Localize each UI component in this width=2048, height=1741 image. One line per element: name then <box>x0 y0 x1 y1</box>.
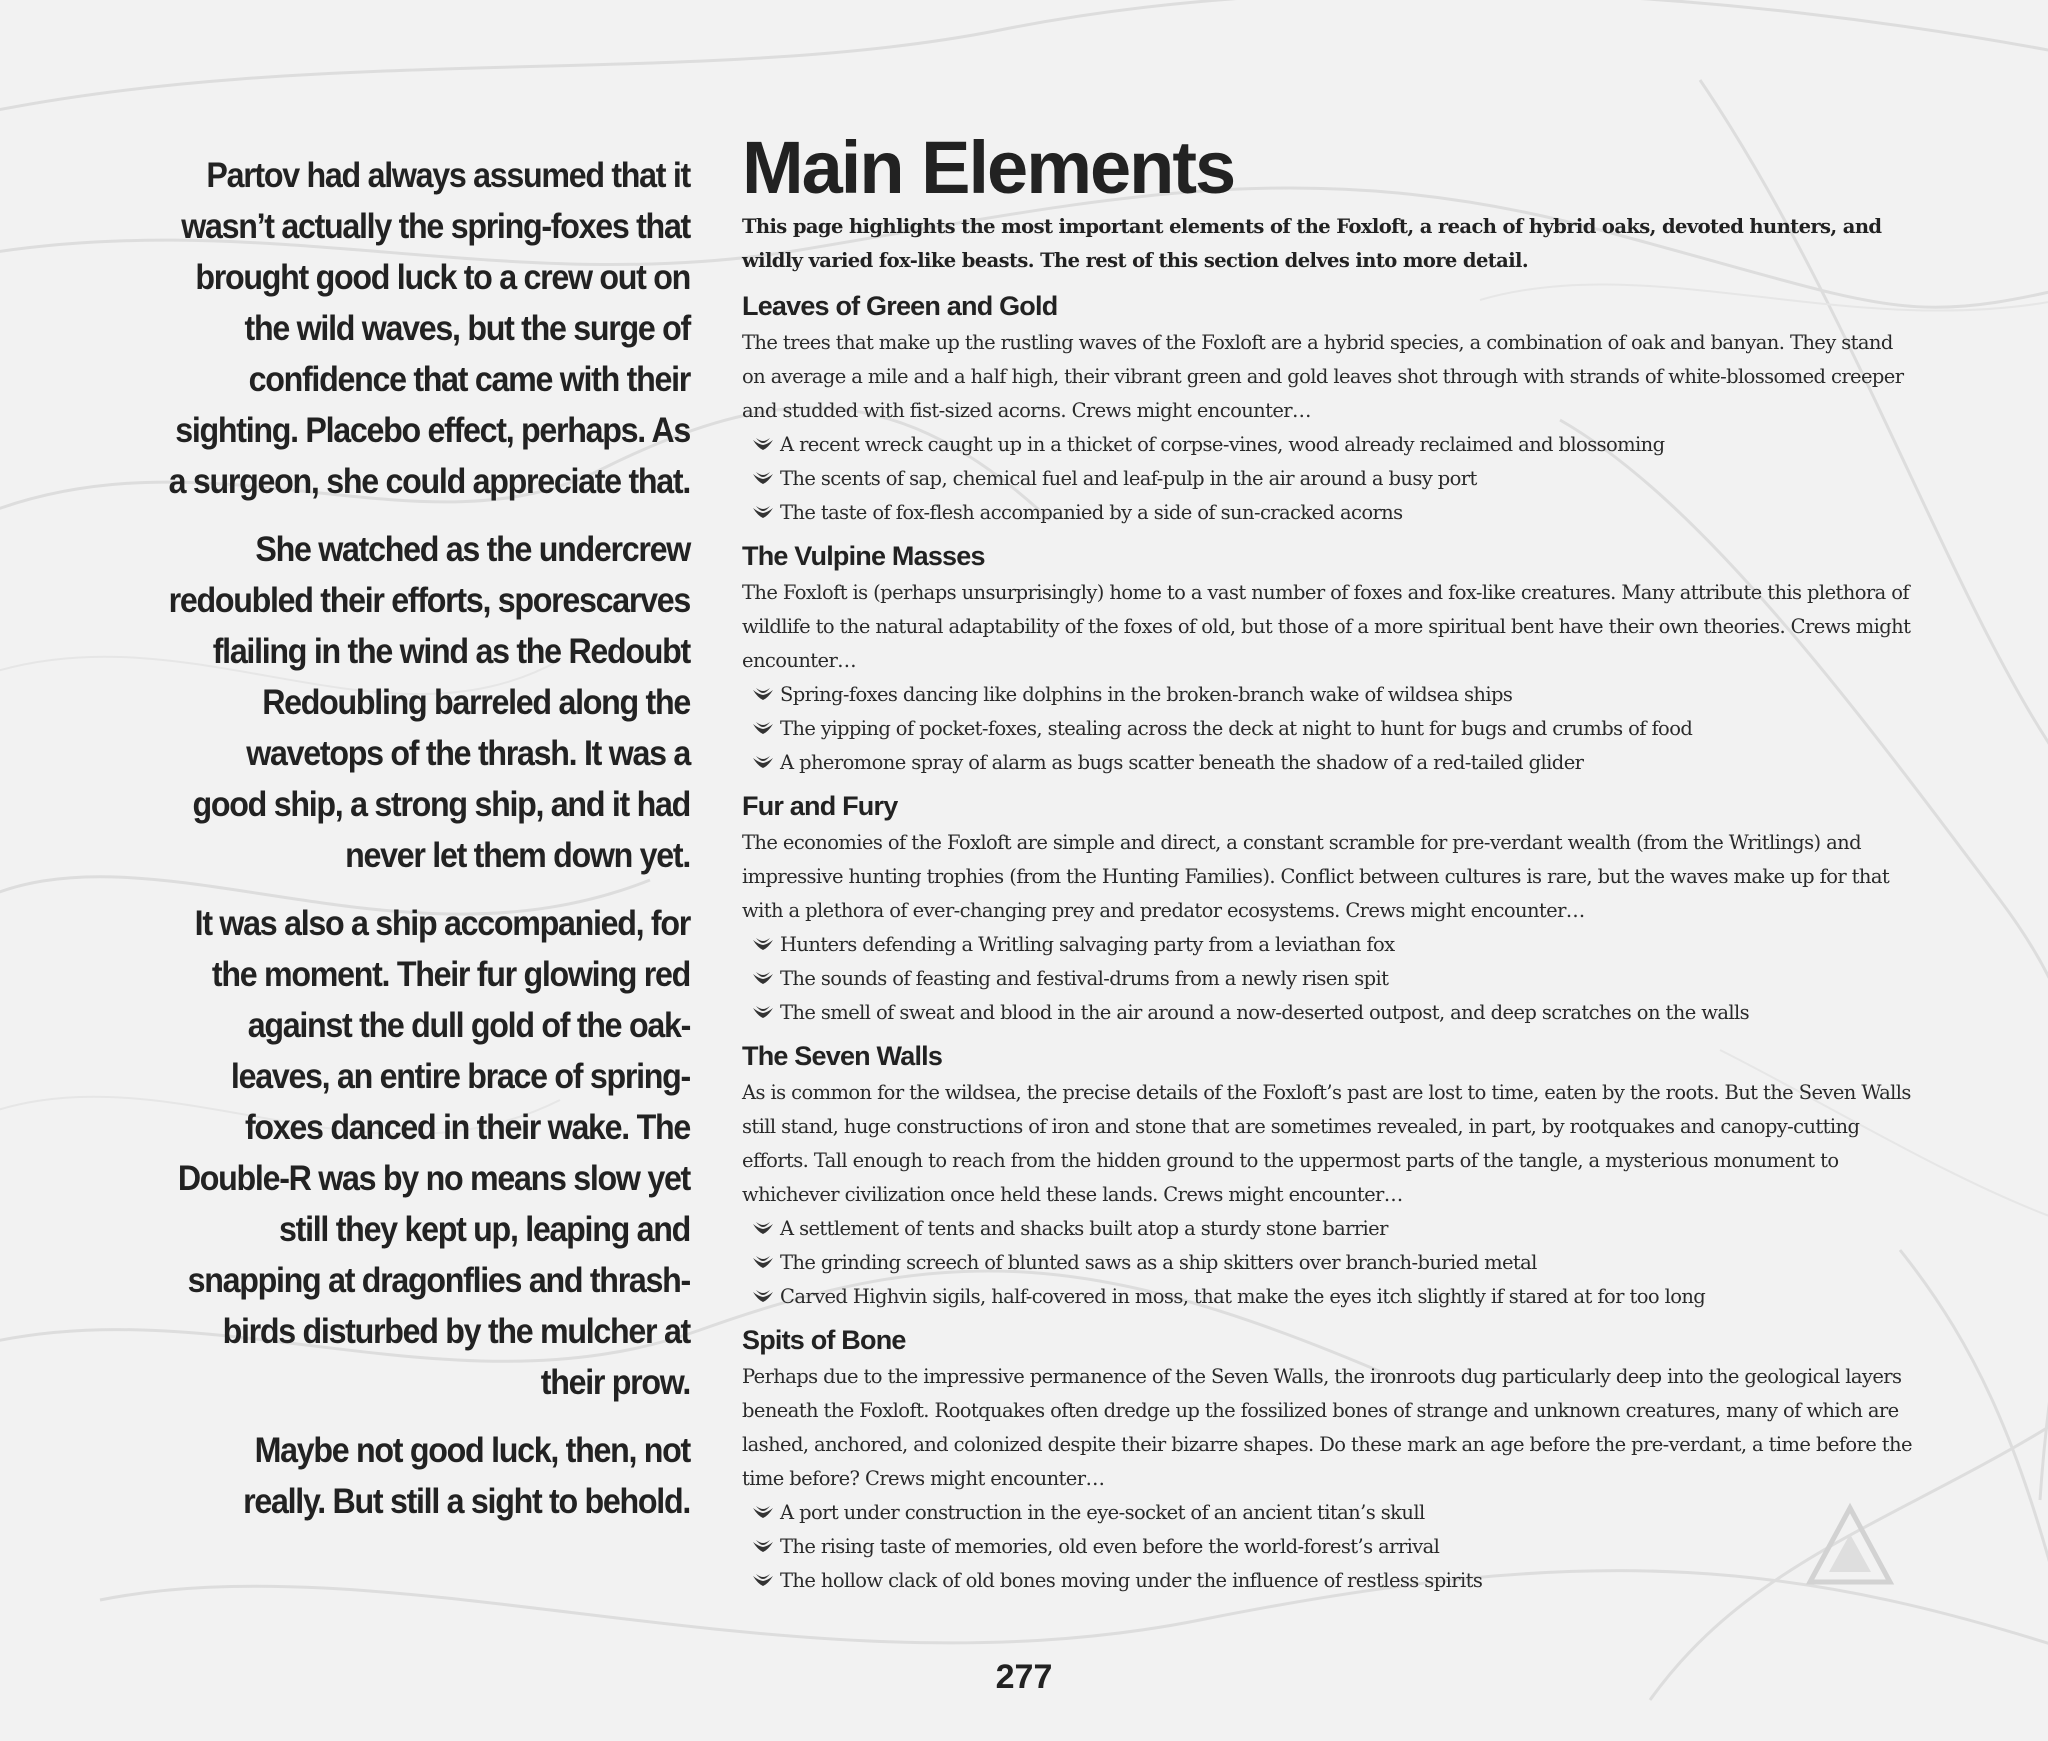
wing-bullet-icon <box>752 471 774 487</box>
list-item <box>742 712 1920 746</box>
list-item-text: Spring-foxes dancing like dolphins in the broken-branch wake of wildsea ships <box>780 683 1513 706</box>
wing-bullet-icon <box>752 1573 774 1589</box>
sidebar-paragraph: Partov had always assumed that it wasn’t actually the spring-foxes that brought good luck to a crew out on the wild waves, but the surge of confidence that came with their sighting. Placebo effect, perhaps. As a surgeon, she could appreciate that. <box>168 156 691 501</box>
section-fur-and-fury <box>742 786 1920 1030</box>
narrative-sidebar <box>166 150 690 1544</box>
list-item <box>742 1280 1920 1314</box>
wing-bullet-icon <box>752 971 774 987</box>
wing-bullet-icon <box>752 505 774 521</box>
section-title: Fur and Fury <box>742 791 898 821</box>
section-body: The economies of the Foxloft are simple and direct, a constant scramble for pre-verdant wealth (from the Writlings) and impressive hunting trophies (from the Hunting Families). Conflict between cultures is rare, but the waves make up for that with a plethora of ever-changing prey and predator ecosystems. Crews might encounter… <box>742 831 1890 922</box>
list-item <box>742 746 1920 780</box>
encounter-list <box>742 928 1920 1030</box>
list-item <box>742 928 1920 962</box>
main-content <box>742 128 1920 1604</box>
list-item-text: The yipping of pocket-foxes, stealing across the deck at night to hunt for bugs and crumbs of food <box>780 717 1693 740</box>
wing-bullet-icon <box>752 1539 774 1555</box>
list-item <box>742 1564 1920 1598</box>
section-body: The Foxloft is (perhaps unsurprisingly) home to a vast number of foxes and fox-like creatures. Many attribute this plethora of wildlife to the natural adaptability of the foxes of old, but those of a more spiritual bent have their own theories. Crews might encounter… <box>742 581 1911 672</box>
list-item-text: The grinding screech of blunted saws as a ship skitters over branch-buried metal <box>780 1251 1537 1274</box>
list-item-text: A recent wreck caught up in a thicket of corpse-vines, wood already reclaimed and blossoming <box>780 433 1665 456</box>
list-item <box>742 1212 1920 1246</box>
section-body: As is common for the wildsea, the precise details of the Foxloft’s past are lost to time, eaten by the roots. But the Seven Walls still stand, huge constructions of iron and stone that are sometimes revealed, in part, by rootquakes and canopy-cutting efforts. Tall enough to reach from the hidden ground to the uppermost parts of the tangle, a mysterious monument to whichever civilization once held these lands. Crews might encounter… <box>742 1081 1911 1206</box>
list-item-text: A port under construction in the eye-socket of an ancient titan’s skull <box>780 1501 1425 1524</box>
intro-paragraph: This page highlights the most important elements of the Foxloft, a reach of hybrid oaks, devoted hunters, and wildly varied fox-like beasts. The rest of this section delves into more detail. <box>742 215 1882 272</box>
sidebar-paragraph: It was also a ship accompanied, for the moment. Their fur glowing red against the dull gold of the oak-leaves, an entire brace of spring-foxes danced in their wake. The Double-R was by no means slow yet still they kept up, leaping and snapping at dragonflies and thrash-birds disturbed by the mulcher at their prow. <box>177 904 691 1402</box>
list-item-text: The rising taste of memories, old even before the world-forest’s arrival <box>780 1535 1440 1558</box>
wing-bullet-icon <box>752 755 774 771</box>
list-item-text: The smell of sweat and blood in the air around a now-deserted outpost, and deep scratches on the walls <box>780 1001 1750 1024</box>
section-leaves-of-green-and-gold <box>742 286 1920 530</box>
wing-bullet-icon <box>752 937 774 953</box>
encounter-list <box>742 428 1920 530</box>
encounter-list <box>742 1212 1920 1314</box>
list-item-text: The scents of sap, chemical fuel and leaf-pulp in the air around a busy port <box>780 467 1477 490</box>
section-title: Spits of Bone <box>742 1325 906 1355</box>
section-the-vulpine-masses <box>742 536 1920 780</box>
list-item-text: The sounds of feasting and festival-drums from a newly risen spit <box>780 967 1389 990</box>
list-item <box>742 1496 1920 1530</box>
section-title: Leaves of Green and Gold <box>742 291 1058 321</box>
sidebar-paragraph: She watched as the undercrew redoubled their efforts, sporescarves flailing in the wind as the Redoubt Redoubling barreled along the wavetops of the thrash. It was a good ship, a strong ship, and it had never let them down yet. <box>168 530 691 875</box>
encounter-list <box>742 1496 1920 1598</box>
section-spits-of-bone <box>742 1320 1920 1598</box>
list-item-text: A settlement of tents and shacks built atop a sturdy stone barrier <box>780 1217 1388 1240</box>
list-item-text: Hunters defending a Writling salvaging party from a leviathan fox <box>780 933 1395 956</box>
list-item-text: A pheromone spray of alarm as bugs scatter beneath the shadow of a red-tailed glider <box>780 751 1584 774</box>
list-item <box>742 962 1920 996</box>
encounter-list <box>742 678 1920 780</box>
list-item-text: The hollow clack of old bones moving under the influence of restless spirits <box>780 1569 1483 1592</box>
list-item <box>742 678 1920 712</box>
wing-bullet-icon <box>752 1505 774 1521</box>
sidebar-paragraph: Maybe not good luck, then, not really. But still a sight to behold. <box>243 1431 690 1521</box>
wing-bullet-icon <box>752 1005 774 1021</box>
section-the-seven-walls <box>742 1036 1920 1314</box>
page-title: Main Elements <box>742 126 1235 209</box>
wing-bullet-icon <box>752 437 774 453</box>
list-item <box>742 996 1920 1030</box>
section-title: The Seven Walls <box>742 1041 943 1071</box>
section-body: Perhaps due to the impressive permanence of the Seven Walls, the ironroots dug particularly deep into the geological layers beneath the Foxloft. Rootquakes often dredge up the fossilized bones of strange and unknown creatures, many of which are lashed, anchored, and colonized despite their bizarre shapes. Do these mark an age before the pre-verdant, a time before the time before? Crews might encounter… <box>742 1365 1912 1490</box>
wing-bullet-icon <box>752 1289 774 1305</box>
wing-bullet-icon <box>752 687 774 703</box>
wing-bullet-icon <box>752 721 774 737</box>
list-item <box>742 428 1920 462</box>
page-number: 277 <box>995 1658 1053 1696</box>
list-item <box>742 1246 1920 1280</box>
wing-bullet-icon <box>752 1255 774 1271</box>
list-item <box>742 1530 1920 1564</box>
list-item-text: The taste of fox-flesh accompanied by a side of sun-cracked acorns <box>780 501 1403 524</box>
list-item <box>742 496 1920 530</box>
section-body: The trees that make up the rustling waves of the Foxloft are a hybrid species, a combination of oak and banyan. They stand on average a mile and a half high, their vibrant green and gold leaves shot through with strands of white-blossomed creeper and studded with fist-sized acorns. Crews might encounter… <box>742 331 1904 422</box>
section-title: The Vulpine Masses <box>742 541 985 571</box>
list-item-text: Carved Highvin sigils, half-covered in moss, that make the eyes itch slightly if stared at for too long <box>780 1285 1706 1308</box>
wing-bullet-icon <box>752 1221 774 1237</box>
list-item <box>742 462 1920 496</box>
